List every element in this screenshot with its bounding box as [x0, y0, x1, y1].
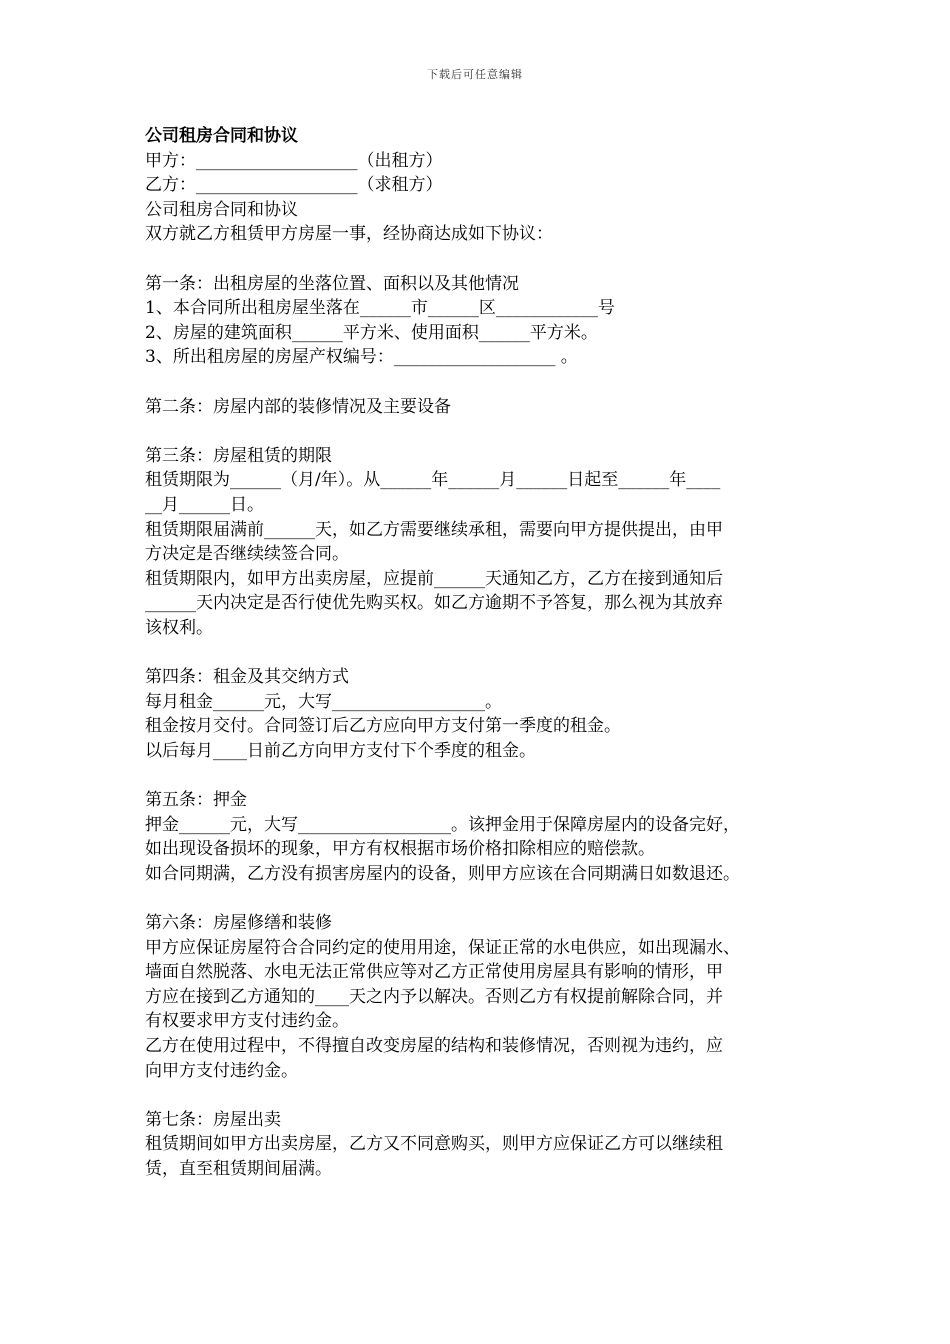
text-line: 甲方应保证房屋符合合同约定的使用用途，保证正常的水电供应，如出现漏水、	[145, 937, 740, 958]
text-line: 该权利。	[145, 617, 213, 638]
text-line: 有权要求甲方支付违约金。	[145, 1011, 349, 1032]
blank-line	[145, 419, 815, 444]
blank-line	[145, 886, 815, 911]
header-note: 下载后可任意编辑	[427, 68, 523, 81]
text-line: 第六条：房屋修缮和装修	[145, 913, 332, 933]
text-line: 租赁期限内，如甲方出卖房屋，应提前______天通知乙方，乙方在接到通知后	[145, 568, 723, 589]
blank-line	[145, 640, 815, 665]
text-line: 方应在接到乙方通知的____天之内予以解决。否则乙方有权提前解除合同，并	[145, 986, 723, 1007]
text-line: 甲方：___________________（出租方）	[145, 150, 443, 171]
text-line: 1、本合同所出租房屋坐落在______市______区____________号	[145, 298, 615, 319]
contract-document	[145, 124, 815, 1182]
text-line: 赁，直至租赁期间届满。	[145, 1158, 332, 1179]
text-line: 租金按月交付。合同签订后乙方应向甲方支付第一季度的租金。	[145, 716, 621, 737]
blank-line	[145, 763, 815, 788]
text-line: 3、所出租房屋的房屋产权编号：___________________ 。	[145, 347, 578, 368]
text-line: 向甲方支付违约金。	[145, 1060, 298, 1081]
text-line: 墙面自然脱落、水电无法正常供应等对乙方正常使用房屋具有影响的情形，甲	[145, 962, 723, 983]
text-line: 如出现设备损坏的现象，甲方有权根据市场价格扣除相应的赔偿款。	[145, 839, 655, 860]
text-line: 第三条：房屋租赁的期限	[145, 445, 332, 466]
text-line: 第五条：押金	[145, 790, 247, 811]
text-line: 2、房屋的建筑面积______平方米、使用面积______平方米。	[145, 322, 598, 343]
blank-line	[145, 247, 815, 272]
text-line: 以后每月____日前乙方向甲方支付下个季度的租金。	[145, 740, 536, 761]
text-line: 第四条：租金及其交纳方式	[145, 667, 349, 688]
text-line: 租赁期限届满前______天，如乙方需要继续承租，需要向甲方提供提出，由甲	[145, 519, 723, 540]
text-line: 第二条：房屋内部的装修情况及主要设备	[145, 396, 451, 417]
text-line: 公司租房合同和协议	[145, 199, 298, 220]
contract-body	[145, 149, 815, 1182]
blank-line	[145, 370, 815, 395]
text-line: 乙方在使用过程中，不得擅自改变房屋的结构和装修情况，否则视为违约，应	[145, 1035, 723, 1056]
text-line: 双方就乙方租赁甲方房屋一事，经协商达成如下协议：	[145, 224, 553, 245]
text-line: 租赁期限为______（月/年）。从______年______月______日起至______年____	[145, 470, 721, 491]
text-line: ______天内决定是否行使优先购买权。如乙方逾期不予答复，那么视为其放弃	[145, 593, 723, 614]
text-line: 每月租金______元，大写__________________。	[145, 691, 502, 712]
text-line: 方决定是否继续续签合同。	[145, 544, 349, 565]
text-line: 租赁期间如甲方出卖房屋，乙方又不同意购买，则甲方应保证乙方可以继续租	[145, 1134, 723, 1155]
text-line: 如合同期满，乙方没有损害房屋内的设备，则甲方应该在合同期满日如数退还。	[145, 863, 740, 884]
text-line: 第一条：出租房屋的坐落位置、面积以及其他情况	[145, 273, 519, 294]
text-line: 第七条：房屋出卖	[145, 1109, 281, 1130]
text-line: __月______日。	[145, 494, 264, 515]
document-title: 公司租房合同和协议	[145, 126, 298, 146]
text-line: 乙方：___________________（求租方）	[145, 175, 443, 196]
blank-line	[145, 1083, 815, 1108]
text-line: 押金______元，大写__________________。该押金用于保障房屋内的设备完好，	[145, 814, 740, 835]
